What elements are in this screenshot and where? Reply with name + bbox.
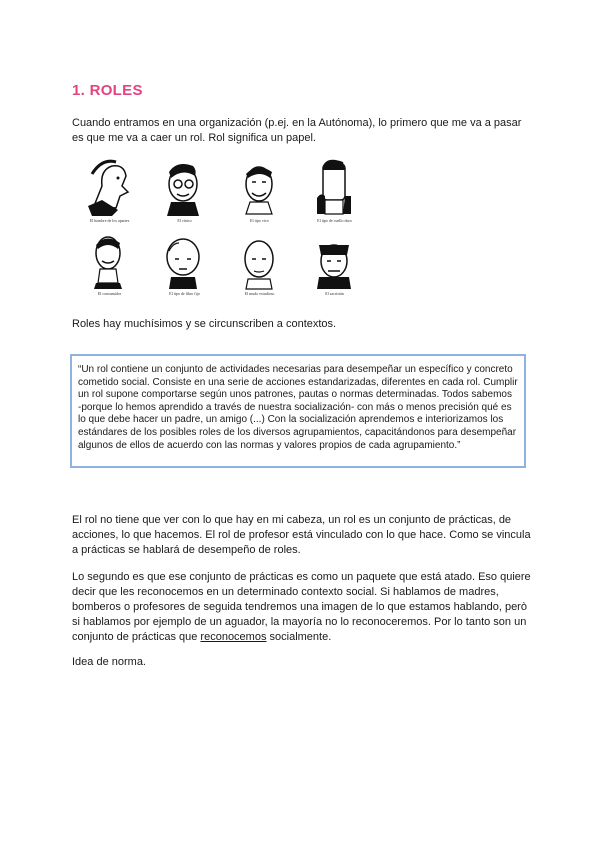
caricature-2-drawing [147, 156, 222, 218]
quote-box [70, 354, 526, 468]
caption-6: El tipo de libro fijo [169, 291, 200, 296]
caricature-1-drawing [72, 156, 147, 218]
caricature-5 [72, 231, 147, 306]
caption-8: El sacristán [325, 291, 344, 296]
recognition-paragraph [72, 570, 532, 645]
section-heading: 1. ROLES [72, 82, 143, 99]
caricature-5-drawing [72, 231, 147, 293]
caption-2: El cínico [177, 218, 192, 223]
intro-paragraph: Cuando entramos en una organización (p.ej. en la Autónoma), lo primero que me va a pasar es que me va a caer un rol. Rol significa un papel. [72, 117, 522, 144]
recognition-text-before: Lo segundo es que ese conjunto de prácticas es como un paquete que está atado. Eso quiere decir que les reconocemos en un determinado contexto social. Si hablamos de madres, bomberos o profesores de seguida tendremos una imagen de lo que estamos hablando, però si hablamos por ejemplo de un aguador, la mayoría no lo reconoceremos. Por lo tanto son un conjunto de prácticas que [72, 571, 531, 643]
caption-7: El mudo estudioso [244, 291, 275, 296]
norm-paragraph: Idea de norma. [72, 656, 146, 668]
caption-1: El hombre de los apartes [89, 218, 130, 223]
recognition-text-after: socialmente. [266, 631, 332, 643]
caricature-4-drawing [297, 156, 372, 218]
roles-paragraph: Roles hay muchísimos y se circunscriben a contextos. [72, 318, 337, 330]
caricature-6-drawing [147, 231, 222, 293]
caricature-2 [147, 156, 222, 231]
caricature-4 [297, 156, 372, 231]
caricature-8 [297, 231, 372, 306]
caricature-1 [72, 156, 147, 231]
caption-4: El tipo de cuello duro [317, 218, 352, 223]
caricature-3 [222, 156, 297, 231]
caption-3: El tipo vivo [250, 218, 269, 223]
caricature-6 [147, 231, 222, 306]
underlined-word: reconocemos [200, 631, 267, 643]
caricature-7 [222, 231, 297, 306]
caricature-7-drawing [222, 231, 297, 293]
quote-text: “Un rol contiene un conjunto de actividades necesarias para desempeñar un específico y concreto cometido social. Consiste en una serie de acciones estandarizadas, diferentes en cada rol. Cumplir un rol supone comportarse según unos patrones, pautas o normas determinadas. Todos sabemos -porque lo hemos aprendido a través de nuestra socialización- con más o menos precisión qué es lo que debe hacer un padre, un amigo (...) Con la socialización aprendemos e interiorizamos los estándares de los posibles roles de los diversos agrupamientos, capacitándonos para desempeñar algunos de ellos de acuerdo con las normas y valores propios de cada agrupamiento.” [78, 364, 518, 451]
caption-5: El consumidor [97, 291, 122, 296]
caricature-3-drawing [222, 156, 297, 218]
caricature-8-drawing [297, 231, 372, 293]
practices-paragraph: El rol no tiene que ver con lo que hay en mi cabeza, un rol es un conjunto de prácticas, de acciones, lo que hacemos. El rol de profesor está vinculado con lo que hace. Como se vincula a prácticas se hablará de desempeño de roles. [72, 514, 531, 556]
caricatures-figure [72, 156, 372, 306]
